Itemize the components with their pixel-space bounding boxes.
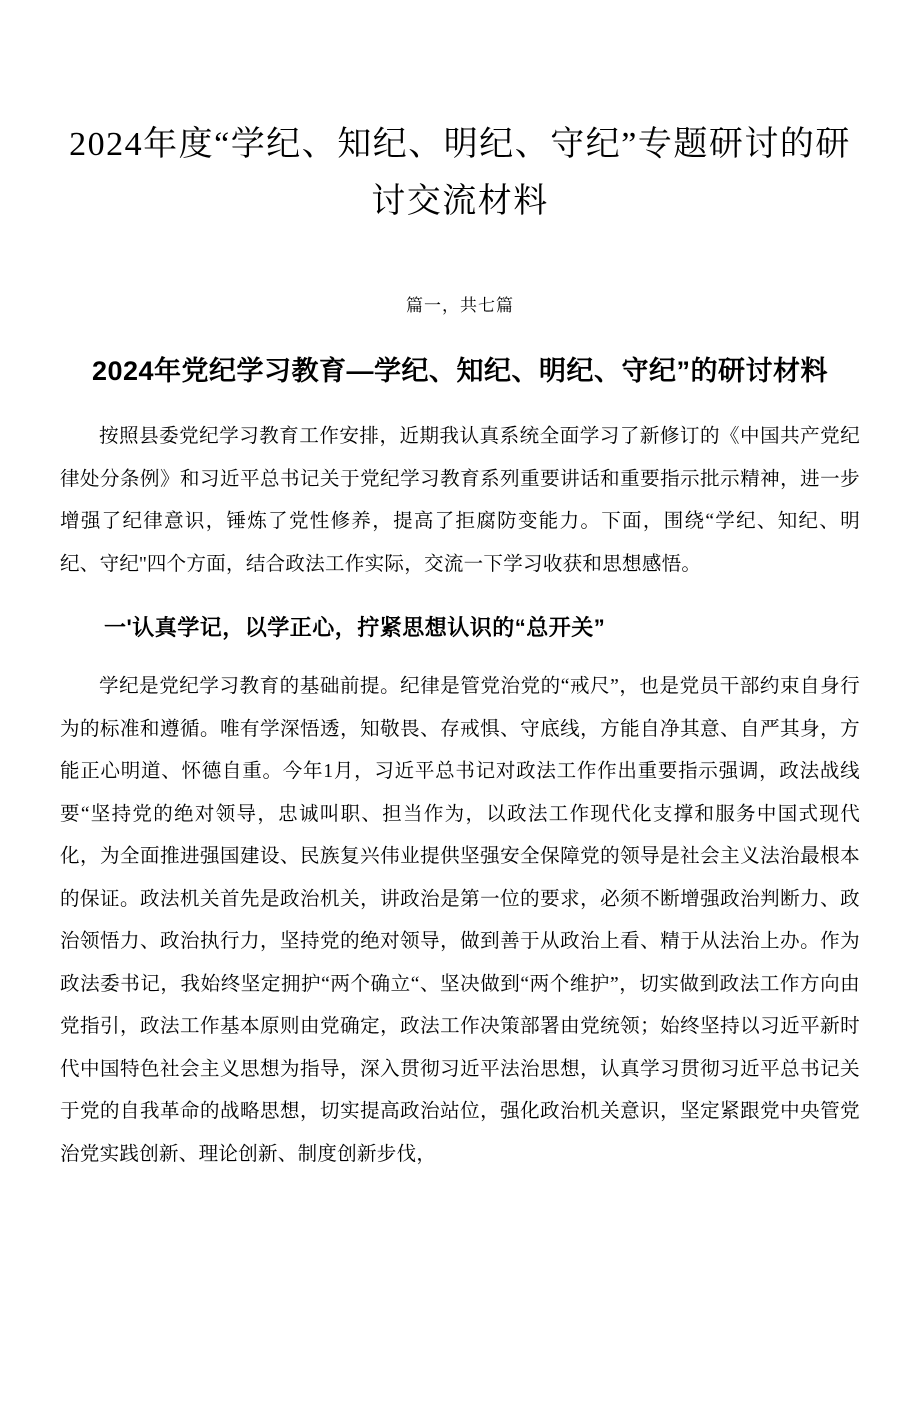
document-title: 2024年度“学纪、知纪、明纪、守纪”专题研讨的研讨交流材料 (69, 126, 851, 220)
body-paragraph: 学纪是党纪学习教育的基础前提。纪律是管党治党的“戒尺”，也是党员干部约束自身行为的标准和遵循。唯有学深悟透，知敬畏、存戒惧、守底线，方能自净其意、自严其身，方能正心明道、怀德自重。今年1月，习近平总书记对政法工作作出重要指示强调，政法战线要“坚持党的绝对领导，忠诚叫职、担当作为，以政法工作现代化支撑和服务中国式现代化，为全面推进强国建设、民族复兴伟业提供坚强安全保障党的领导是社会主义法治最根本的保证。政法机关首先是政治机关，讲政治是第一位的要求，必须不断增强政治判断力、政治领悟力、政治执行力，坚持党的绝对领导，做到善于从政治上看、精于从法治上办。作为政法委书记，我始终坚定拥护“两个确立“、坚决做到“两个维护”，切实做到政法工作方向由党指引，政法工作基本原则由党确定，政法工作决策部署由党统领；始终坚持以习近平新时代中国特色社会主义思想为指导，深入贯彻习近平法治思想，认真学习贯彻习近平总书记关于党的自我革命的战略思想，切实提高政治站位，强化政治机关意识，坚定紧跟党中央管党治党实践创新、理论创新、制度创新步伐， (60, 676, 860, 1165)
section-title: 2024年党纪学习教育—学纪、知纪、明纪、守纪”的研讨材料 (91, 356, 829, 386)
intro-paragraph: 按照县委党纪学习教育工作安排，近期我认真系统全面学习了新修订的《中国共产党纪律处分条例》和习近平总书记关于党纪学习教育系列重要讲话和重要指示批示精神，进一步增强了纪律意识，锤炼了党性修养，提高了拒腐防变能力。下面，围绕“学纪、知纪、明纪、守纪''四个方面，结合政法工作实际，交流一下学习收获和思想感悟。 (60, 426, 860, 575)
document-page (0, 116, 920, 1417)
part-label: 篇一，共七篇 (406, 296, 514, 315)
subsection-heading: 一'认真学记，以学正心，拧紧思想认识的“总开关” (104, 615, 606, 640)
